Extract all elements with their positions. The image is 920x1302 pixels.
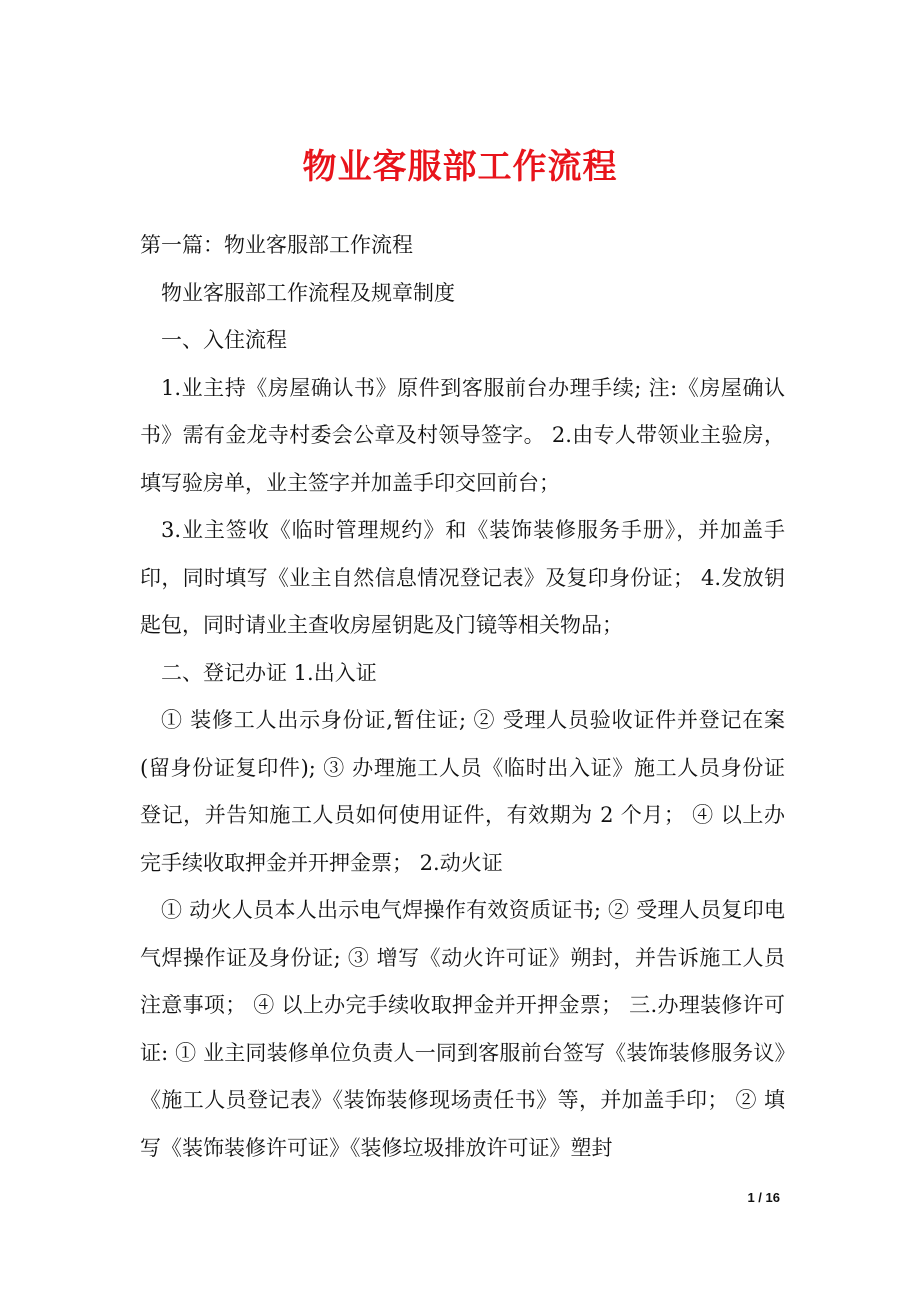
page-number: 1 / 16 <box>747 1190 780 1205</box>
paragraph: 3.业主签收《临时管理规约》和《装饰装修服务手册》，并加盖手印，同时填写《业主自然信息情况登记表》及复印身份证； 4.发放钥匙包，同时请业主查收房屋钥匙及门镜等相关物品； <box>140 518 785 637</box>
paragraph: 一、入住流程 <box>161 328 287 352</box>
paragraph: ① 动火人员本人出示电气焊操作有效资质证书; ② 受理人员复印电气焊操作证及身份证; ③ 增写《动火许可证》朔封，并告诉施工人员注意事项； ④ 以上办完手续收取押金并开押金票； 三.办理装修许可证: ① 业主同装修单位负责人一同到客服前台签写《装饰装修服务议》《施工人员登记表》《装饰装修现场责任书》等，并加盖手印； ② 填写《装饰装修许可证》《装修垃圾排放许可证》塑封 <box>140 898 785 1160</box>
paragraph: 1.业主持《房屋确认书》原件到客服前台办理手续; 注:《房屋确认书》需有金龙寺村委会公章及村领导签字。 2.由专人带领业主验房，填写验房单，业主签字并加盖手印交回前台； <box>140 375 785 495</box>
document-body <box>140 222 785 1172</box>
paragraph: ① 装修工人出示身份证,暂住证; ② 受理人员验收证件并登记在案(留身份证复印件); ③ 办理施工人员《临时出入证》施工人员身份证登记，并告知施工人员如何使用证件，有效期为 2 个月； ④ 以上办完手续收取押金并开押金票； 2.动火证 <box>140 708 785 875</box>
paragraph: 物业客服部工作流程及规章制度 <box>161 280 455 305</box>
document-title: 物业客服部工作流程 <box>302 147 618 187</box>
paragraph: 二、登记办证 1.出入证 <box>161 660 377 685</box>
section-heading: 第一篇：物业客服部工作流程 <box>140 233 413 257</box>
